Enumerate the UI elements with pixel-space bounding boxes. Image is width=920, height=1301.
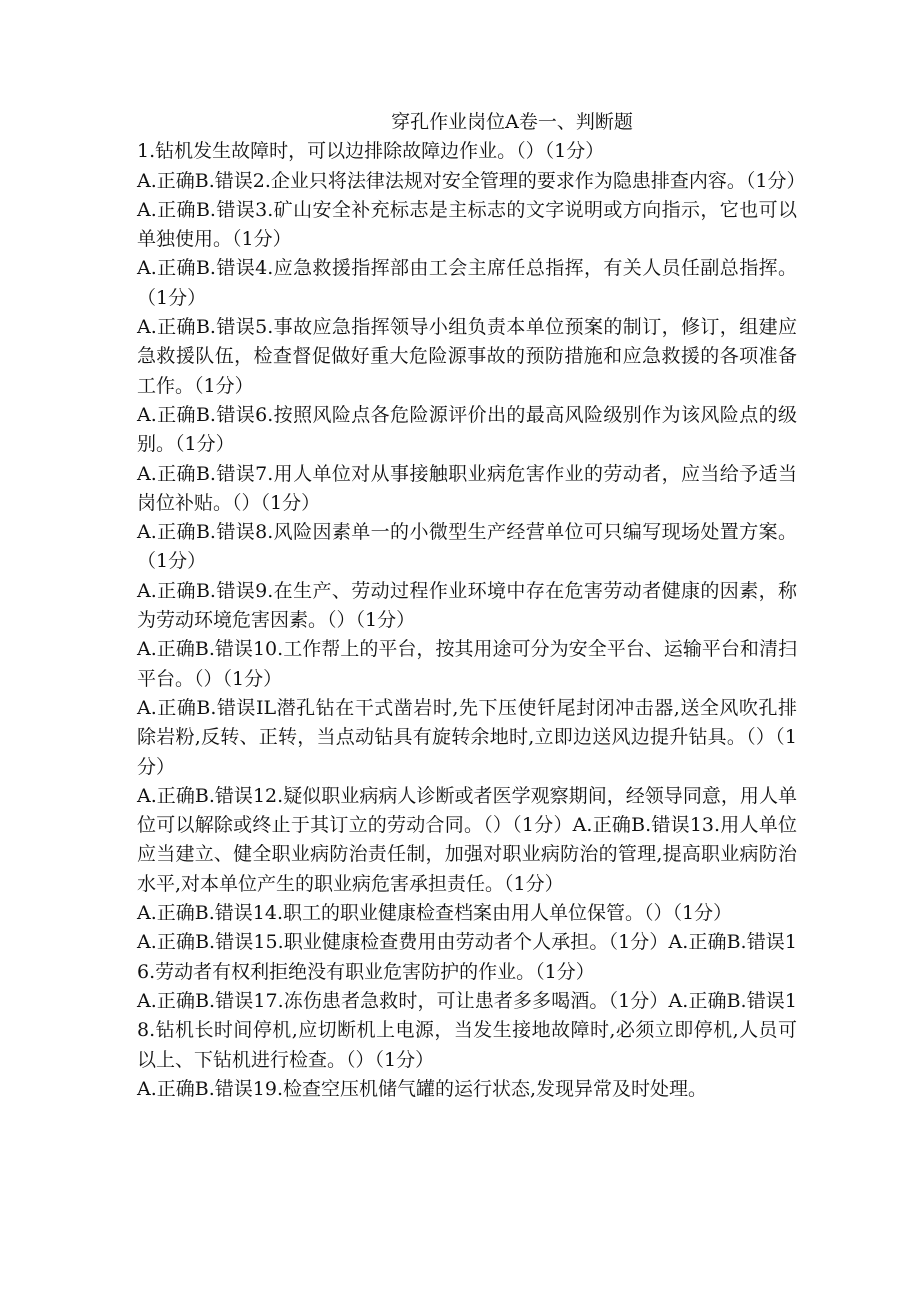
question-paragraph-3: A.正确B.错误3.矿山安全补充标志是主标志的文字说明或方向指示，它也可以单独使用。（1分） (137, 198, 797, 251)
question-paragraph-2: A.正确B.错误2.企业只将法律法规对安全管理的要求作为隐患排查内容。（1分） (137, 169, 806, 192)
question-paragraph-10: A.正确B.错误10.工作帮上的平台，按其用途可分为安全平台、运输平台和清扫平台。（）（1分） (137, 638, 797, 690)
question-paragraph-12: A.正确B.错误12.疑似职业病病人诊断或者医学观察期间，经领导同意，用人单位可以解除或终止于其订立的劳动合同。（）（1分）A.正确B.错误13.用人单位应当建立、健全职业病防治责任制，加强对职业病防治的管理,提高职业病防治水平,对本单位产生的职业病危害承担责任。（1分） (137, 784, 797, 895)
question-paragraph-9: A.正确B.错误9.在生产、劳动过程作业环境中存在危害劳动者健康的因素，称为劳动环境危害因素。（）（1分） (137, 579, 797, 632)
question-paragraph-6: A.正确B.错误6.按照风险点各危险源评价出的最高风险级别作为该风险点的级别。（1分） (137, 403, 797, 456)
question-paragraph-5: A.正确B.错误5.事故应急指挥领导小组负责本单位预案的制订，修订，组建应急救援队伍，检查督促做好重大危险源事故的预防措施和应急救援的各项准备工作。（1分） (137, 316, 797, 397)
question-paragraph-1: 1.钻机发生故障时，可以边排除故障边作业。（）（1分） (137, 140, 605, 163)
question-paragraph-7: A.正确B.错误7.用人单位对从事接触职业病危害作业的劳动者，应当给予适当岗位补贴。（）（1分） (137, 462, 797, 514)
question-paragraph-16: A.正确B.错误19.检查空压机储气罐的运行状态,发现异常及时处理。 (137, 1077, 708, 1100)
question-paragraph-15: A.正确B.错误17.冻伤患者急救时，可让患者多多喝酒。（1分）A.正确B.错误18.钻机长时间停机,应切断机上电源，当发生接地故障时,必须立即停机,人员可以上、下钻机进行检查。（）（1分） (137, 989, 797, 1071)
question-paragraph-11: A.正确B.错误IL潜孔钻在干式凿岩时,先下压使钎尾封闭冲击器,送全风吹孔排除岩粉,反转、正转，当点动钻具有旋转余地时,立即边送风边提升钻具。（）（1分） (137, 696, 797, 778)
question-paragraph-4: A.正确B.错误4.应急救援指挥部由工会主席任总指挥，有关人员任副总指挥。（1分） (137, 257, 797, 309)
question-paragraph-14: A.正确B.错误15.职业健康检查费用由劳动者个人承担。（1分）A.正确B.错误16.劳动者有权利拒绝没有职业危害防护的作业。（1分） (137, 931, 797, 983)
question-paragraph-8: A.正确B.错误8.风险因素单一的小微型生产经营单位可只编写现场处置方案。（1分） (137, 521, 797, 573)
question-paragraph-13: A.正确B.错误14.职工的职业健康检查档案由用人单位保管。（）（1分） (137, 902, 733, 925)
document-title: 穿孔作业岗位A卷一、判断题 (391, 111, 633, 133)
document-page (137, 108, 806, 1104)
